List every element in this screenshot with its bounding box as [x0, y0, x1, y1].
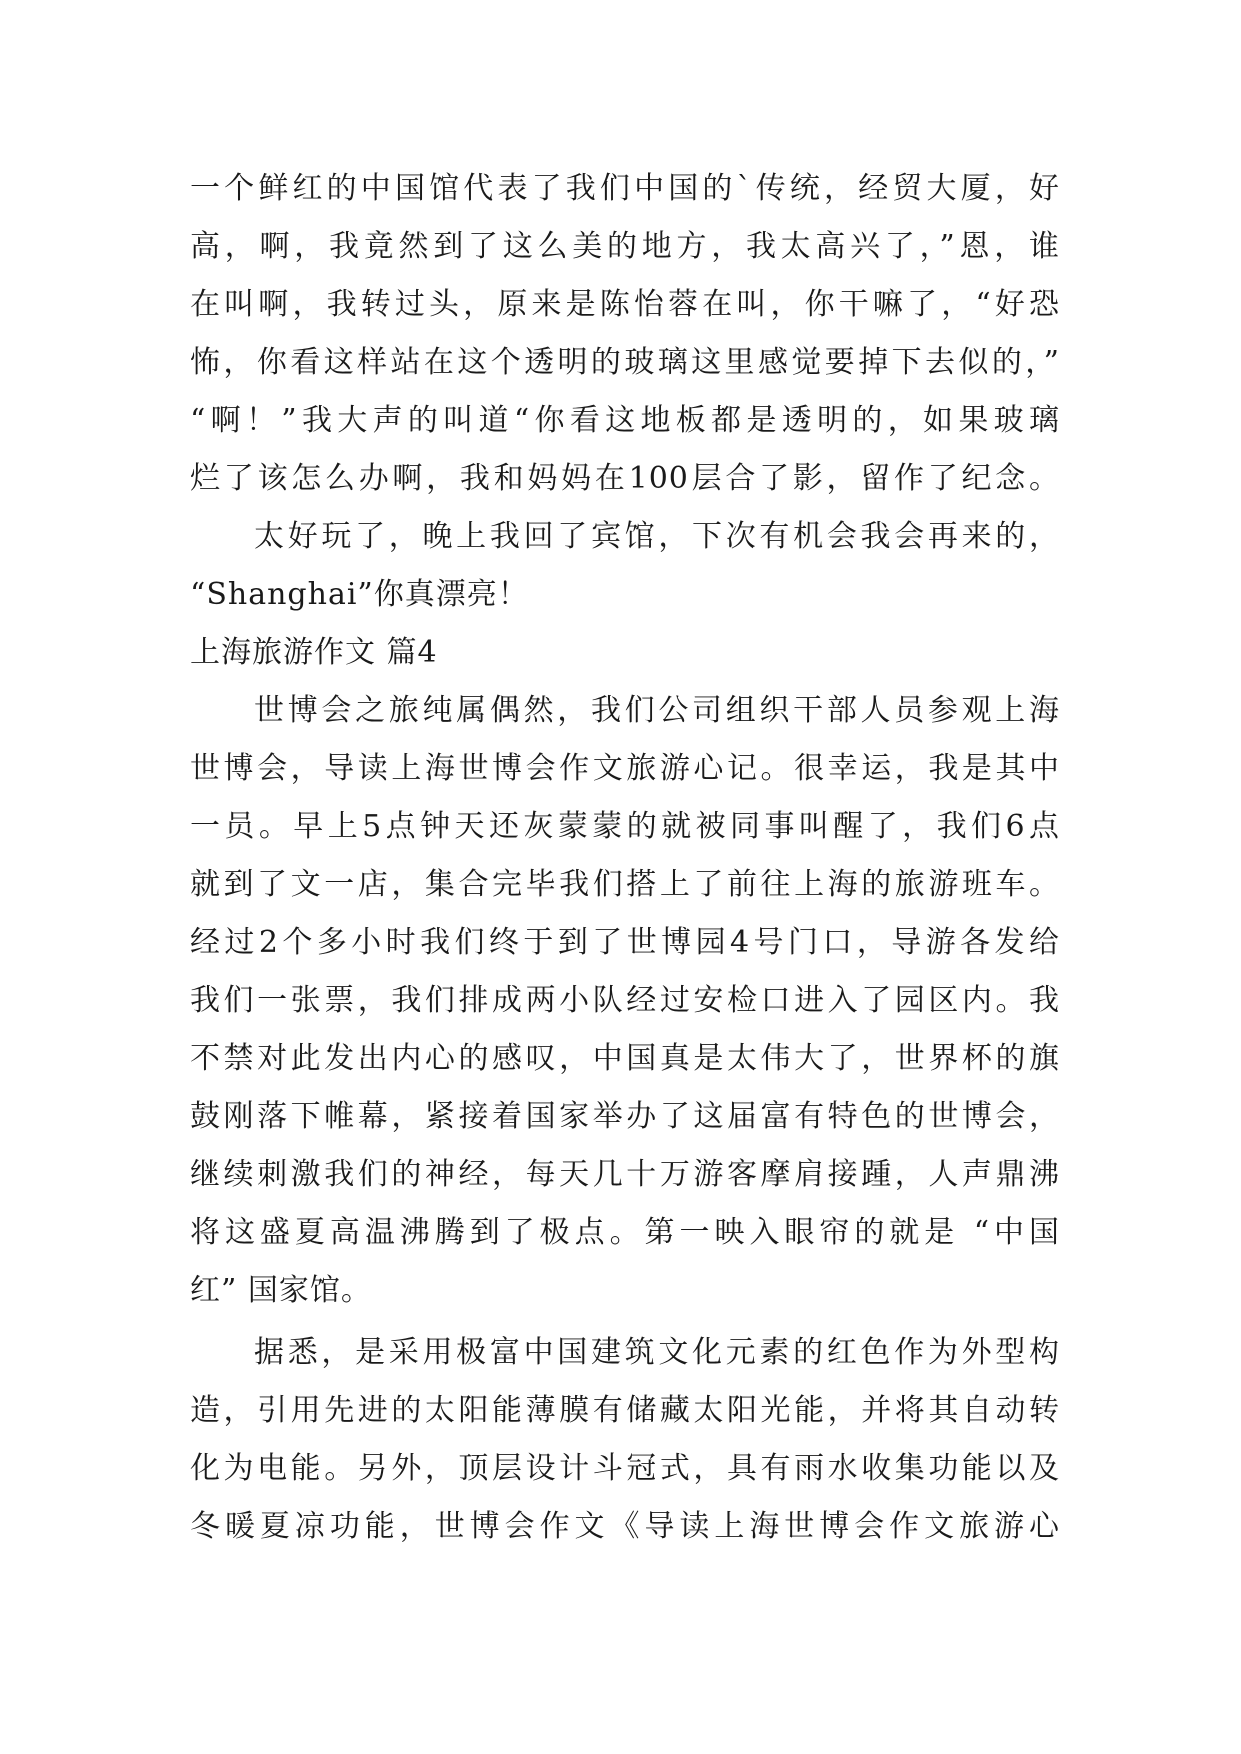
text-line: 经过2个多小时我们终于到了世博园4号门口，导游各发给 — [190, 925, 1060, 960]
text-line: 烂了该怎么办啊，我和妈妈在100层合了影，留作了纪念。 — [190, 461, 1060, 496]
text-line: 将这盛夏高温沸腾到了极点。第一映入眼帘的就是 “中国 — [190, 1215, 1060, 1250]
text-line: 太好玩了，晚上我回了宾馆，下次有机会我会再来的， — [254, 519, 1060, 554]
text-line: 世博会之旅纯属偶然，我们公司组织干部人员参观上海 — [254, 693, 1060, 728]
article-paragraph — [190, 682, 1060, 1320]
article-paragraph — [190, 1324, 1060, 1556]
document-page — [190, 160, 1060, 1556]
text-line: 继续刺激我们的神经，每天几十万游客摩肩接踵，人声鼎沸 — [190, 1157, 1060, 1192]
text-line: 据悉，是采用极富中国建筑文化元素的红色作为外型构 — [254, 1335, 1060, 1370]
text-line: 高，啊，我竟然到了这么美的地方，我太高兴了，”恩，谁 — [190, 229, 1060, 264]
text-line: 就到了文一店，集合完毕我们搭上了前往上海的旅游班车。 — [190, 867, 1060, 902]
text-line: 鼓刚落下帷幕，紧接着国家举办了这届富有特色的世博会， — [190, 1099, 1060, 1134]
text-line: 不禁对此发出内心的感叹，中国真是太伟大了，世界杯的旗 — [190, 1041, 1060, 1076]
paragraph-continued — [190, 160, 1060, 508]
text-line: “啊！”我大声的叫道“你看这地板都是透明的，如果玻璃 — [190, 403, 1060, 438]
text-line: 在叫啊，我转过头，原来是陈怡蓉在叫，你干嘛了，“好恐 — [190, 287, 1060, 322]
text-line: 世博会，导读上海世博会作文旅游心记。很幸运，我是其中 — [190, 751, 1060, 786]
text-line: 化为电能。另外，顶层设计斗冠式，具有雨水收集功能以及 — [190, 1451, 1060, 1486]
paragraph-closing — [190, 508, 1060, 624]
text-line: 我们一张票，我们排成两小队经过安检口进入了园区内。我 — [190, 983, 1060, 1018]
text-line: “Shanghai”你真漂亮！ — [190, 577, 529, 612]
text-line: 一个鲜红的中国馆代表了我们中国的`传统，经贸大厦，好 — [190, 171, 1060, 206]
text-line: 一员。早上5点钟天还灰蒙蒙的就被同事叫醒了，我们6点 — [190, 809, 1060, 844]
text-line: 冬暖夏凉功能，世博会作文《导读上海世博会作文旅游心 — [190, 1509, 1060, 1544]
text-line: 怖，你看这样站在这个透明的玻璃这里感觉要掉下去似的，” — [190, 345, 1060, 380]
section-heading: 上海旅游作文 篇4 — [190, 635, 438, 670]
text-line: 红” 国家馆。 — [190, 1273, 372, 1308]
text-line: 造，引用先进的太阳能薄膜有储藏太阳光能，并将其自动转 — [190, 1393, 1060, 1428]
